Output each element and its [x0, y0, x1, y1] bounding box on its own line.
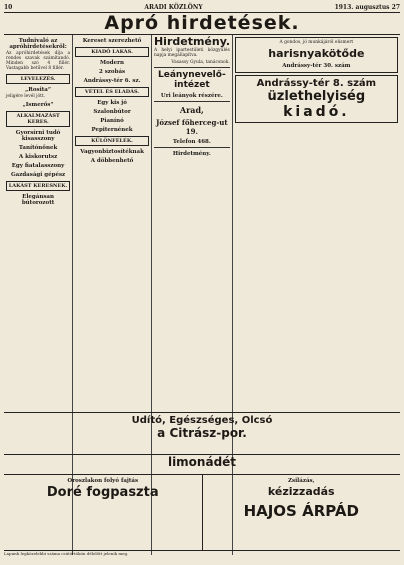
heading: Egy kis jó: [97, 100, 127, 106]
heading: Tanítónőnek: [18, 145, 58, 152]
signature: Vasassy Gyula, tanácsnok.: [171, 60, 230, 66]
heading: József főherceg-ut 19.: [156, 118, 228, 137]
heading: Pianínó: [100, 118, 124, 124]
heading: Tudnivaló az apróhirdetésekről:: [9, 38, 67, 50]
heading: „Ismerős”: [22, 102, 54, 109]
paper-name: ARADI KÖZLÖNY: [144, 4, 203, 11]
divider: [154, 147, 230, 148]
paragraph: A gondos, jó munkájáról elismert: [279, 40, 354, 45]
ad-subtitle: a Citrász-por.: [157, 426, 247, 440]
ad-title: HAJOS ÁRPÁD: [243, 502, 359, 520]
heading: Andrássy-tér 6. sz.: [83, 78, 141, 84]
page-number: 10: [4, 4, 13, 11]
heading: Oroszlakon folyó fajtás: [67, 478, 139, 484]
category-box: LAKÁST KERESNEK.: [6, 181, 70, 191]
heading: „Rosita”: [25, 87, 51, 94]
heading: Gyorsírni tudó kisasszony: [15, 130, 61, 143]
notice-title: Hirdetmény.: [153, 35, 231, 48]
heading: Hirdetmény.: [172, 151, 211, 158]
limonade-ad: [4, 454, 400, 473]
heading: Telefon 468.: [172, 139, 211, 146]
paragraph: Az apróhirdetések díja a rendes szavak számítandó. Minden szó 4 fillér. Vastagabb betűvel 8 fillér.: [6, 51, 71, 72]
school-ad-title: Leánynevelő-intézet: [158, 70, 226, 91]
ad-title: Andrássy-tér 8. szám: [256, 78, 377, 90]
issue-date: 1913. augusztus 27: [334, 4, 400, 11]
category-box: KÜLÖNFÉLÉK.: [75, 136, 149, 146]
ad-right: [203, 475, 401, 551]
heading: Uri leányok részére.: [160, 93, 223, 100]
category-box: ALKALMAZÁST KERES.: [6, 111, 70, 127]
heading: Szalonbútor: [93, 109, 131, 115]
ad-title: limonádét: [167, 455, 237, 469]
section-banner: Apró hirdetések.: [4, 13, 400, 35]
ad-title: Udító, Egészséges, Olcsó: [131, 415, 273, 426]
footer-note: Lapunk legközelebbi száma csütörtökön délelőtt jelenik meg.: [4, 550, 400, 557]
ad-toothpaste: [4, 475, 203, 551]
heading: Zsilázás,: [287, 478, 315, 484]
divider: [154, 101, 230, 102]
category-box: VÉTEL ÉS ELADÁS.: [75, 87, 149, 97]
heading: A kiskorutsz: [18, 154, 58, 161]
ad-title: Doré fogpaszta: [46, 485, 159, 500]
heading: Andrássy-tér 30. szám: [282, 63, 351, 70]
newspaper-page: [4, 4, 400, 557]
category-box: KIADÓ LAKÁS.: [75, 47, 149, 57]
ad-title: harisnyakötőde: [268, 47, 365, 61]
heading: Modern: [100, 60, 125, 66]
ad-hosiery: [235, 37, 398, 73]
divider: [154, 67, 230, 68]
heading: Elegánsan bútorozott: [21, 194, 55, 207]
paragraph: A helyi ipartestületi közgyűlés napja megállapítva.: [153, 48, 230, 59]
heading: Egy fiatalasszony: [11, 163, 65, 170]
ad-title: üzlethelyiség: [267, 89, 366, 105]
heading: 2 szobás: [98, 69, 126, 75]
heading: Kereset szerezhető: [82, 38, 142, 44]
category-box: LEVELEZÉS.: [6, 74, 70, 84]
heading: Arad,: [179, 105, 204, 116]
ad-shop: [235, 75, 398, 123]
heading: Vagyonbiztosítéknak: [80, 149, 144, 155]
citrasz-ad: [4, 412, 400, 453]
ad-title: kiadó.: [283, 104, 350, 121]
paragraph: jeligére levél jött.: [6, 94, 46, 100]
heading: Pepiternének: [91, 127, 133, 133]
heading: A döbbenhető: [90, 158, 134, 164]
heading: Gazdasági gépész: [10, 172, 66, 179]
bottom-ads: [4, 474, 400, 551]
ad-title: kézizzadás: [267, 485, 335, 498]
